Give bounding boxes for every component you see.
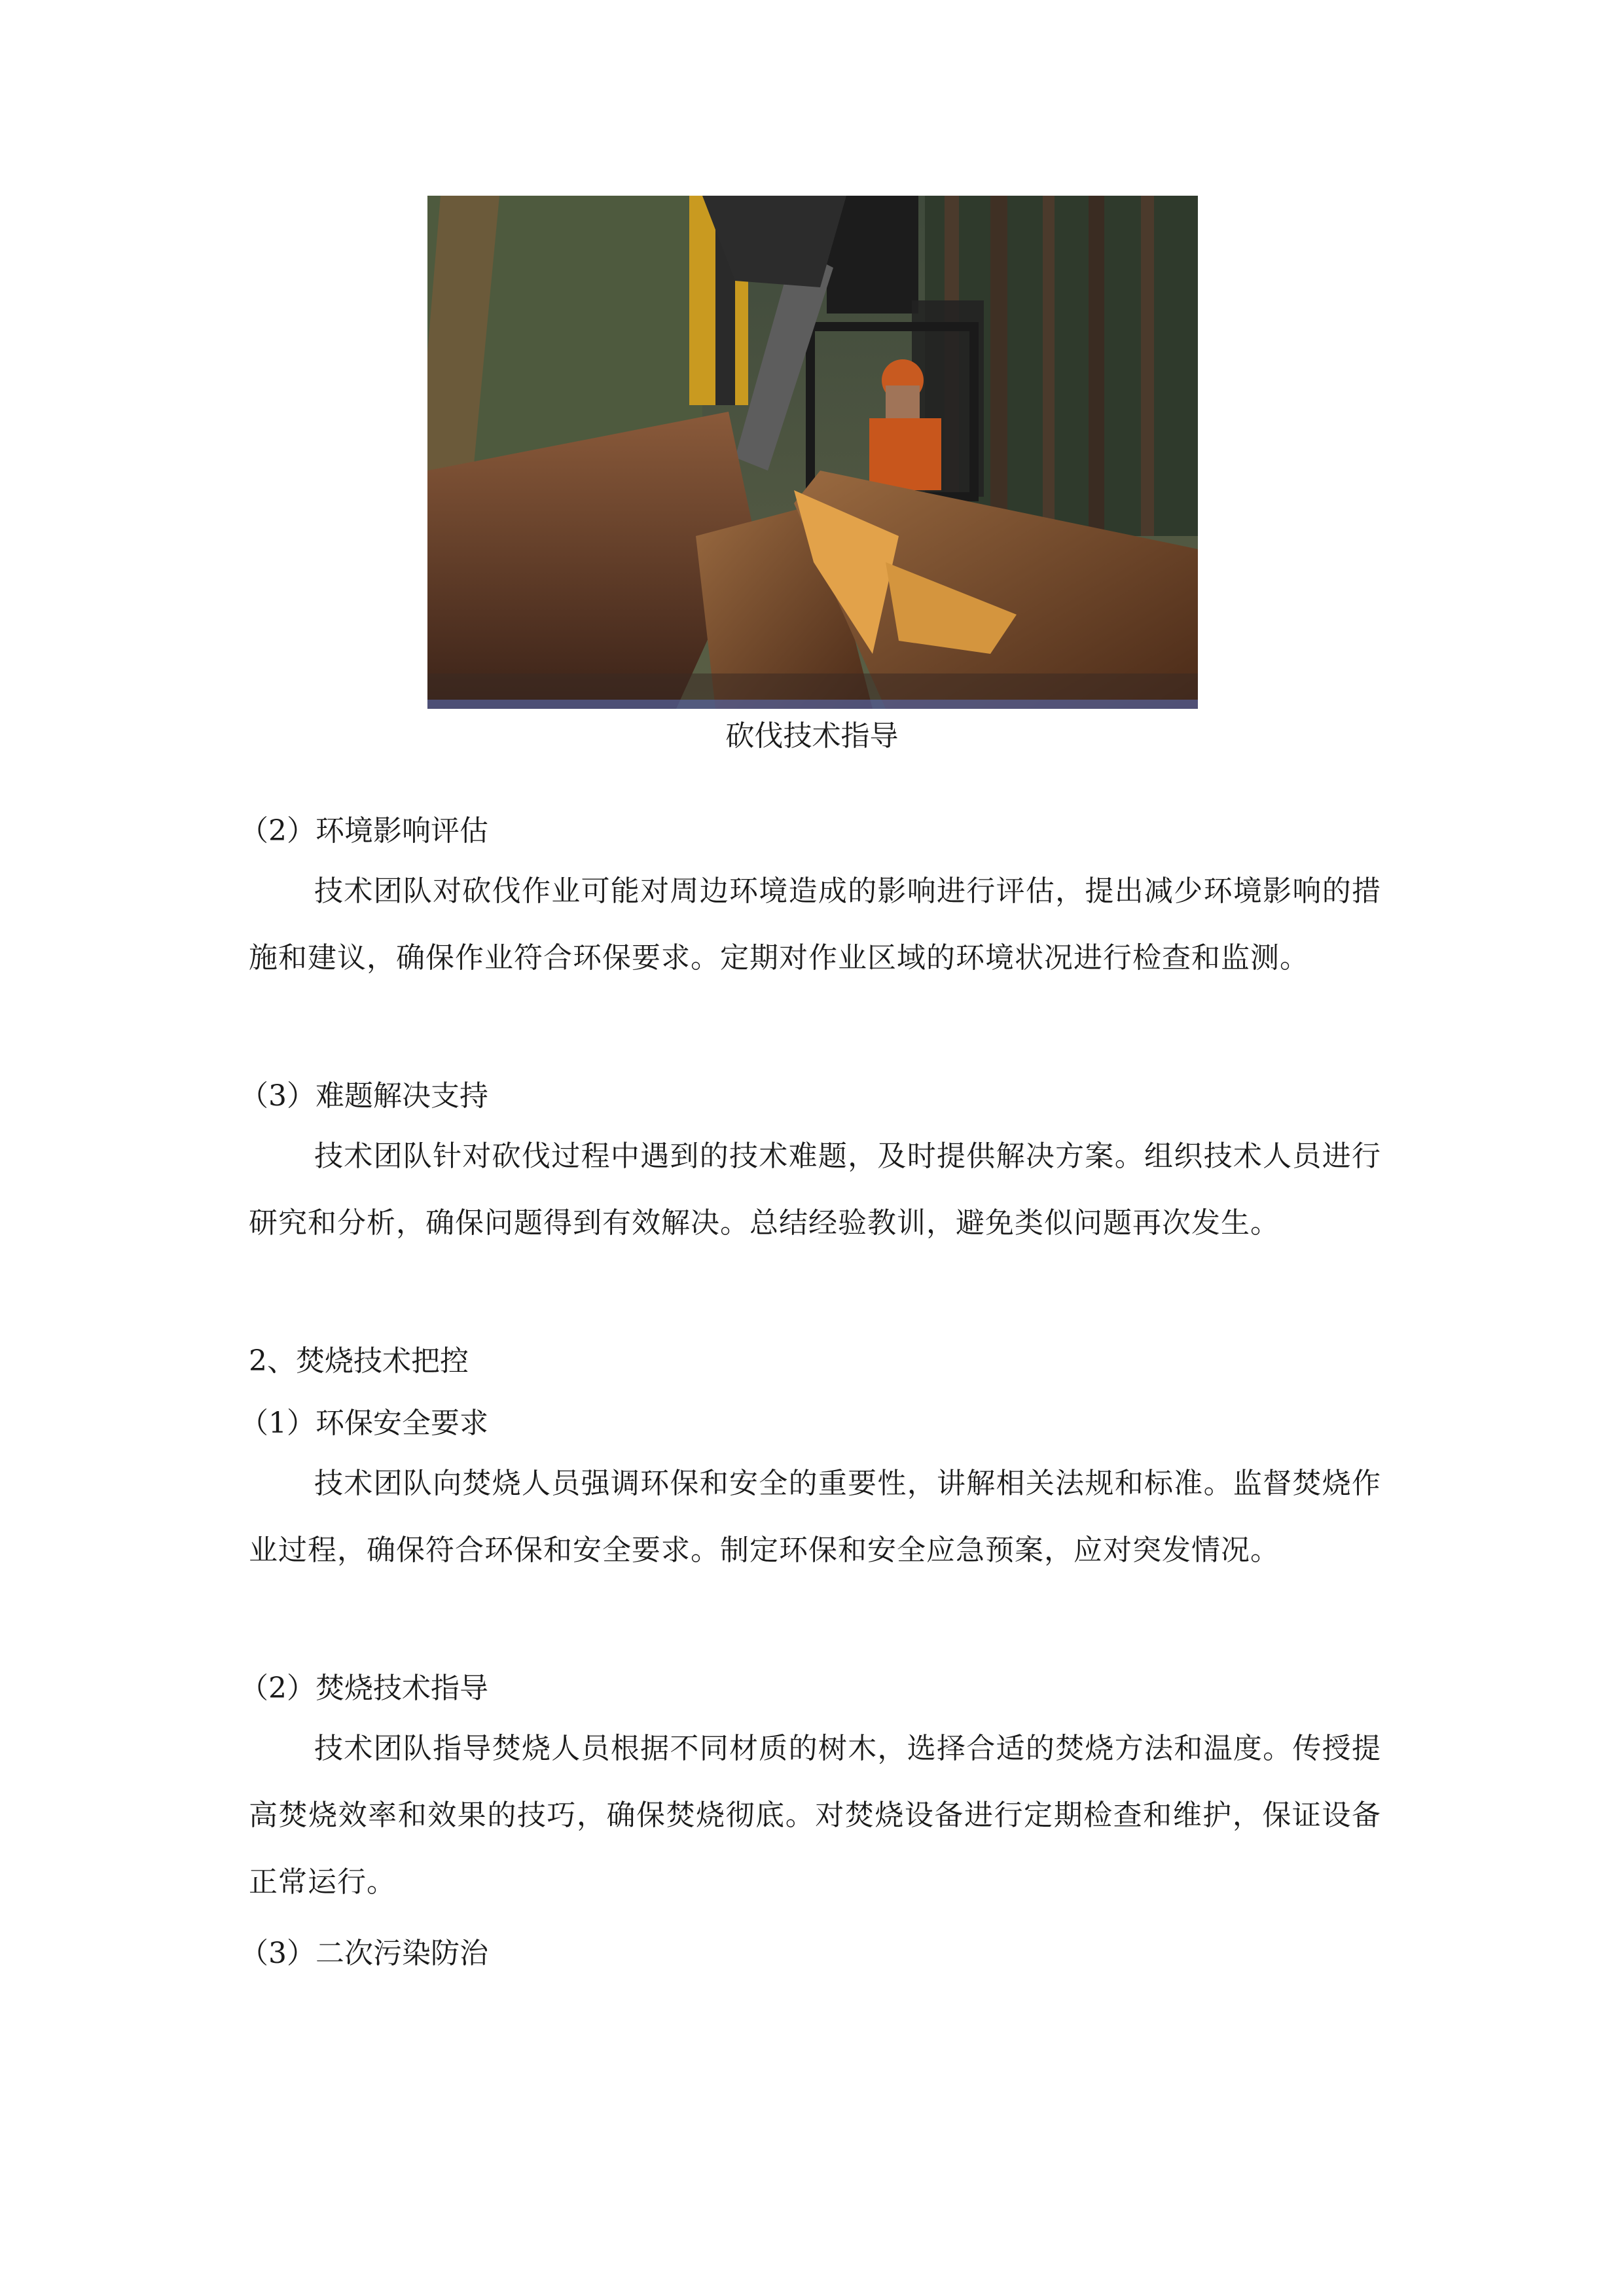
section-body-incineration-guidance: 技术团队指导焚烧人员根据不同材质的树木，选择合适的焚烧方法和温度。传授提高焚烧效率和效果的技巧，确保焚烧彻底。对焚烧设备进行定期检查和维护，保证设备正常运行。 <box>249 1732 1381 1899</box>
section-body-problem-support: 技术团队针对砍伐过程中遇到的技术难题，及时提供解决方案。组织技术人员进行研究和分析，确保问题得到有效解决。总结经验教训，避免类似问题再次发生。 <box>249 1139 1381 1240</box>
section-heading-secondary-pollution: （3）二次污染防治 <box>240 1937 488 1970</box>
section-body-env-assessment: 技术团队对砍伐作业可能对周边环境造成的影响进行评估，提出减少环境影响的措施和建议，确保作业符合环保要求。定期对作业区域的环境状况进行检查和监测。 <box>249 874 1381 975</box>
figure-caption: 砍伐技术指导 <box>725 719 899 753</box>
section-heading-problem-support: （3）难题解决支持 <box>240 1079 488 1113</box>
section-heading-incineration-control: 2、焚烧技术把控 <box>249 1344 469 1378</box>
section-body-env-safety: 技术团队向焚烧人员强调环保和安全的重要性，讲解相关法规和标准。监督焚烧作业过程，确保符合环保和安全要求。制定环保和安全应急预案，应对突发情况。 <box>249 1467 1381 1567</box>
section-heading-env-safety: （1）环保安全要求 <box>240 1407 488 1440</box>
section-heading-incineration-guidance: （2）焚烧技术指导 <box>240 1672 488 1705</box>
forestry-photo <box>427 196 1198 709</box>
section-heading-env-assessment: （2）环境影响评估 <box>240 814 488 848</box>
